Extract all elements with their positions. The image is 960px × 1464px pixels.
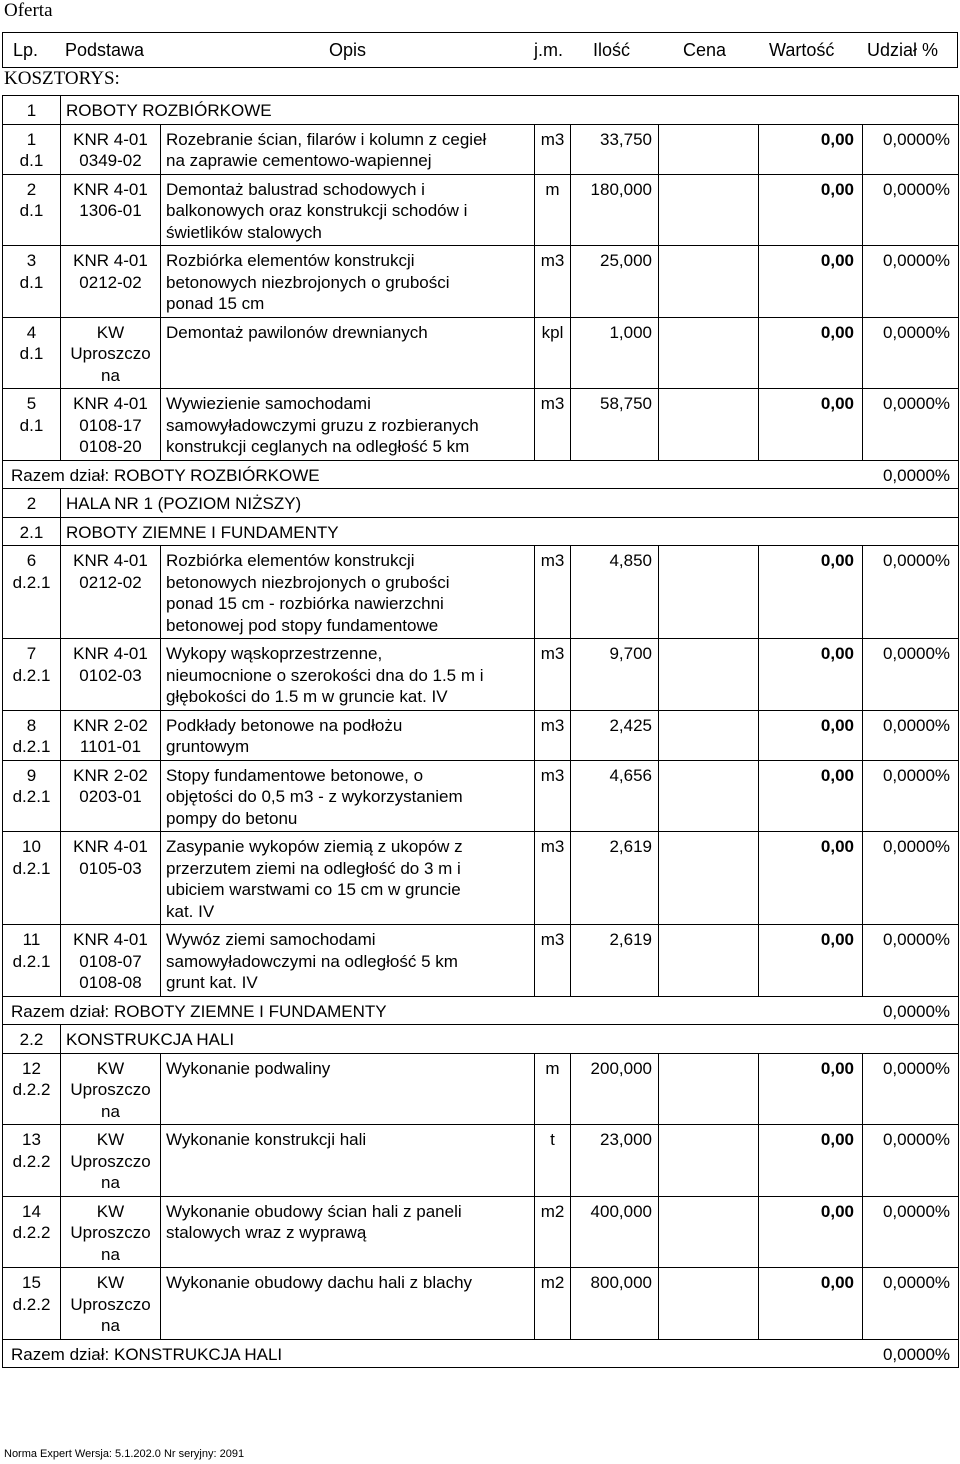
section-number: 2 xyxy=(3,489,61,518)
table-row xyxy=(3,1196,959,1268)
item-number: 10 d.2.1 xyxy=(3,832,61,925)
item-quantity: 33,750 xyxy=(571,124,659,174)
item-basis: KNR 2-02 1101-01 xyxy=(61,710,161,760)
header-podstawa: Podstawa xyxy=(65,40,145,60)
item-number: 9 d.2.1 xyxy=(3,760,61,832)
item-quantity: 1,000 xyxy=(571,317,659,389)
item-unit: m3 xyxy=(535,832,571,925)
item-quantity: 25,000 xyxy=(571,246,659,318)
table-row xyxy=(3,639,959,711)
item-value: 0,00 xyxy=(759,124,863,174)
item-quantity: 400,000 xyxy=(571,1196,659,1268)
item-unit: m3 xyxy=(535,546,571,639)
item-description: Wykonanie obudowy dachu hali z blachy xyxy=(161,1268,535,1340)
item-quantity: 800,000 xyxy=(571,1268,659,1340)
item-number: 4 d.1 xyxy=(3,317,61,389)
item-share: 0,0000% xyxy=(863,1053,959,1125)
item-description: Stopy fundamentowe betonowe, o objętości do 0,5 m3 - z wykorzystaniem pompy do betonu xyxy=(161,760,535,832)
item-price xyxy=(659,389,759,461)
item-number: 14 d.2.2 xyxy=(3,1196,61,1268)
item-value: 0,00 xyxy=(759,1125,863,1197)
section-total-label: Razem dział: ROBOTY ROZBIÓRKOWE xyxy=(11,465,320,485)
table-row xyxy=(3,246,959,318)
item-description: Demontaż pawilonów drewnianych xyxy=(161,317,535,389)
item-basis: KNR 4-01 0349-02 xyxy=(61,124,161,174)
item-description: Wykonanie obudowy ścian hali z paneli stalowych wraz z wyprawą xyxy=(161,1196,535,1268)
section-name: KONSTRUKCJA HALI xyxy=(61,1025,959,1054)
section-total-row xyxy=(3,460,959,489)
item-unit: m3 xyxy=(535,389,571,461)
item-unit: t xyxy=(535,1125,571,1197)
section-number: 2.1 xyxy=(3,517,61,546)
section-total-row xyxy=(3,1339,959,1368)
item-share: 0,0000% xyxy=(863,1196,959,1268)
item-price xyxy=(659,1196,759,1268)
item-number: 3 d.1 xyxy=(3,246,61,318)
section-total-share: 0,0000% xyxy=(882,1344,951,1364)
item-basis: KNR 4-01 0108-07 0108-08 xyxy=(61,925,161,997)
item-basis: KNR 4-01 0102-03 xyxy=(61,639,161,711)
item-price xyxy=(659,124,759,174)
table-row xyxy=(3,317,959,389)
kosztorys-label: KOSZTORYS: xyxy=(4,68,120,89)
item-share: 0,0000% xyxy=(863,925,959,997)
item-description: Wywóz ziemi samochodami samowyładowczymi na odległość 5 km grunt kat. IV xyxy=(161,925,535,997)
item-quantity: 2,619 xyxy=(571,925,659,997)
item-number: 12 d.2.2 xyxy=(3,1053,61,1125)
header-udzial: Udział % xyxy=(867,40,939,60)
item-description: Demontaż balustrad schodowych i balkonowych oraz konstrukcji schodów i świetlików stalowych xyxy=(161,174,535,246)
item-value: 0,00 xyxy=(759,1268,863,1340)
table-row xyxy=(3,174,959,246)
section-total-row xyxy=(3,996,959,1025)
item-description: Wykonanie podwaliny xyxy=(161,1053,535,1125)
item-number: 2 d.1 xyxy=(3,174,61,246)
item-value: 0,00 xyxy=(759,389,863,461)
item-unit: m3 xyxy=(535,760,571,832)
item-price xyxy=(659,174,759,246)
item-share: 0,0000% xyxy=(863,389,959,461)
item-price xyxy=(659,1125,759,1197)
item-number: 11 d.2.1 xyxy=(3,925,61,997)
item-unit: m3 xyxy=(535,124,571,174)
table-row xyxy=(3,124,959,174)
item-unit: kpl xyxy=(535,317,571,389)
header-jm: j.m. xyxy=(534,40,563,60)
item-share: 0,0000% xyxy=(863,317,959,389)
item-share: 0,0000% xyxy=(863,639,959,711)
item-description: Rozebranie ścian, filarów i kolumn z cegieł na zaprawie cementowo-wapiennej xyxy=(161,124,535,174)
item-unit: m2 xyxy=(535,1268,571,1340)
table-row xyxy=(3,710,959,760)
table-row xyxy=(3,546,959,639)
item-description: Wywiezienie samochodami samowyładowczymi gruzu z rozbieranych konstrukcji ceglanych na odległość 5 km xyxy=(161,389,535,461)
item-price xyxy=(659,1268,759,1340)
item-description: Rozbiórka elementów konstrukcji betonowych niezbrojonych o grubości ponad 15 cm xyxy=(161,246,535,318)
item-value: 0,00 xyxy=(759,710,863,760)
item-price xyxy=(659,710,759,760)
item-value: 0,00 xyxy=(759,246,863,318)
item-description: Wykonanie konstrukcji hali xyxy=(161,1125,535,1197)
item-value: 0,00 xyxy=(759,925,863,997)
section-row xyxy=(3,1025,959,1054)
table-header xyxy=(2,32,958,68)
item-value: 0,00 xyxy=(759,317,863,389)
item-price xyxy=(659,639,759,711)
section-name: HALA NR 1 (POZIOM NIŻSZY) xyxy=(61,489,959,518)
header-wartosc: Wartość xyxy=(769,40,835,60)
item-quantity: 23,000 xyxy=(571,1125,659,1197)
section-total-share: 0,0000% xyxy=(882,465,951,485)
cost-table xyxy=(2,95,959,1368)
item-quantity: 4,656 xyxy=(571,760,659,832)
table-row xyxy=(3,1125,959,1197)
item-description: Podkłady betonowe na podłożu gruntowym xyxy=(161,710,535,760)
item-basis: KNR 4-01 1306-01 xyxy=(61,174,161,246)
item-value: 0,00 xyxy=(759,1053,863,1125)
item-unit: m3 xyxy=(535,639,571,711)
item-number: 13 d.2.2 xyxy=(3,1125,61,1197)
item-unit: m3 xyxy=(535,246,571,318)
item-number: 8 d.2.1 xyxy=(3,710,61,760)
table-row xyxy=(3,389,959,461)
section-row xyxy=(3,517,959,546)
item-basis: KNR 4-01 0108-17 0108-20 xyxy=(61,389,161,461)
section-total-label: Razem dział: KONSTRUKCJA HALI xyxy=(11,1344,283,1364)
item-price xyxy=(659,246,759,318)
item-quantity: 4,850 xyxy=(571,546,659,639)
page-title: Oferta xyxy=(4,0,53,21)
table-row xyxy=(3,760,959,832)
item-description: Zasypanie wykopów ziemią z ukopów z przerzutem ziemi na odległość do 3 m i ubiciem warstwami co 15 cm w gruncie kat. IV xyxy=(161,832,535,925)
item-value: 0,00 xyxy=(759,546,863,639)
item-share: 0,0000% xyxy=(863,174,959,246)
section-total-label: Razem dział: ROBOTY ZIEMNE I FUNDAMENTY xyxy=(11,1001,387,1021)
item-unit: m xyxy=(535,1053,571,1125)
item-value: 0,00 xyxy=(759,174,863,246)
item-unit: m2 xyxy=(535,1196,571,1268)
header-ilosc: Ilość xyxy=(593,40,631,60)
item-description: Rozbiórka elementów konstrukcji betonowych niezbrojonych o grubości ponad 15 cm - rozbiórka nawierzchni betonowej pod stopy fundamentowe xyxy=(161,546,535,639)
item-price xyxy=(659,1053,759,1125)
table-row xyxy=(3,832,959,925)
item-basis: KW Uproszczo na xyxy=(61,1268,161,1340)
item-value: 0,00 xyxy=(759,760,863,832)
item-share: 0,0000% xyxy=(863,710,959,760)
item-price xyxy=(659,317,759,389)
item-basis: KNR 4-01 0105-03 xyxy=(61,832,161,925)
item-basis: KW Uproszczo na xyxy=(61,1196,161,1268)
section-name: ROBOTY ZIEMNE I FUNDAMENTY xyxy=(61,517,959,546)
item-description: Wykopy wąskoprzestrzenne, nieumocnione o szerokości dna do 1.5 m i głębokości do 1.5 m w gruncie kat. IV xyxy=(161,639,535,711)
item-share: 0,0000% xyxy=(863,1268,959,1340)
header-lp: Lp. xyxy=(13,40,39,60)
item-quantity: 2,425 xyxy=(571,710,659,760)
item-number: 6 d.2.1 xyxy=(3,546,61,639)
item-price xyxy=(659,546,759,639)
item-quantity: 58,750 xyxy=(571,389,659,461)
table-row xyxy=(3,925,959,997)
item-share: 0,0000% xyxy=(863,246,959,318)
item-number: 7 d.2.1 xyxy=(3,639,61,711)
item-basis: KW Uproszczo na xyxy=(61,1125,161,1197)
table-row xyxy=(3,1268,959,1340)
item-basis: KW Uproszczo na xyxy=(61,317,161,389)
item-number: 5 d.1 xyxy=(3,389,61,461)
item-basis: KNR 4-01 0212-02 xyxy=(61,246,161,318)
section-row xyxy=(3,489,959,518)
item-number: 15 d.2.2 xyxy=(3,1268,61,1340)
item-share: 0,0000% xyxy=(863,124,959,174)
item-share: 0,0000% xyxy=(863,1125,959,1197)
item-price xyxy=(659,832,759,925)
header-cena: Cena xyxy=(683,40,727,60)
item-unit: m3 xyxy=(535,710,571,760)
item-quantity: 200,000 xyxy=(571,1053,659,1125)
item-price xyxy=(659,925,759,997)
item-quantity: 9,700 xyxy=(571,639,659,711)
item-value: 0,00 xyxy=(759,639,863,711)
item-basis: KNR 4-01 0212-02 xyxy=(61,546,161,639)
item-basis: KNR 2-02 0203-01 xyxy=(61,760,161,832)
item-share: 0,0000% xyxy=(863,832,959,925)
table-row xyxy=(3,1053,959,1125)
item-number: 1 d.1 xyxy=(3,124,61,174)
item-share: 0,0000% xyxy=(863,546,959,639)
item-value: 0,00 xyxy=(759,1196,863,1268)
item-quantity: 2,619 xyxy=(571,832,659,925)
section-total-share: 0,0000% xyxy=(882,1001,951,1021)
section-name: ROBOTY ROZBIÓRKOWE xyxy=(61,96,959,125)
cost-table-body xyxy=(3,96,959,1368)
item-quantity: 180,000 xyxy=(571,174,659,246)
item-unit: m3 xyxy=(535,925,571,997)
item-value: 0,00 xyxy=(759,832,863,925)
item-unit: m xyxy=(535,174,571,246)
section-row xyxy=(3,96,959,125)
section-number: 2.2 xyxy=(3,1025,61,1054)
header-opis: Opis xyxy=(329,40,367,60)
item-share: 0,0000% xyxy=(863,760,959,832)
section-number: 1 xyxy=(3,96,61,125)
item-basis: KW Uproszczo na xyxy=(61,1053,161,1125)
item-price xyxy=(659,760,759,832)
footer-version: Norma Expert Wersja: 5.1.202.0 Nr seryjny: 2091 xyxy=(4,1448,245,1460)
